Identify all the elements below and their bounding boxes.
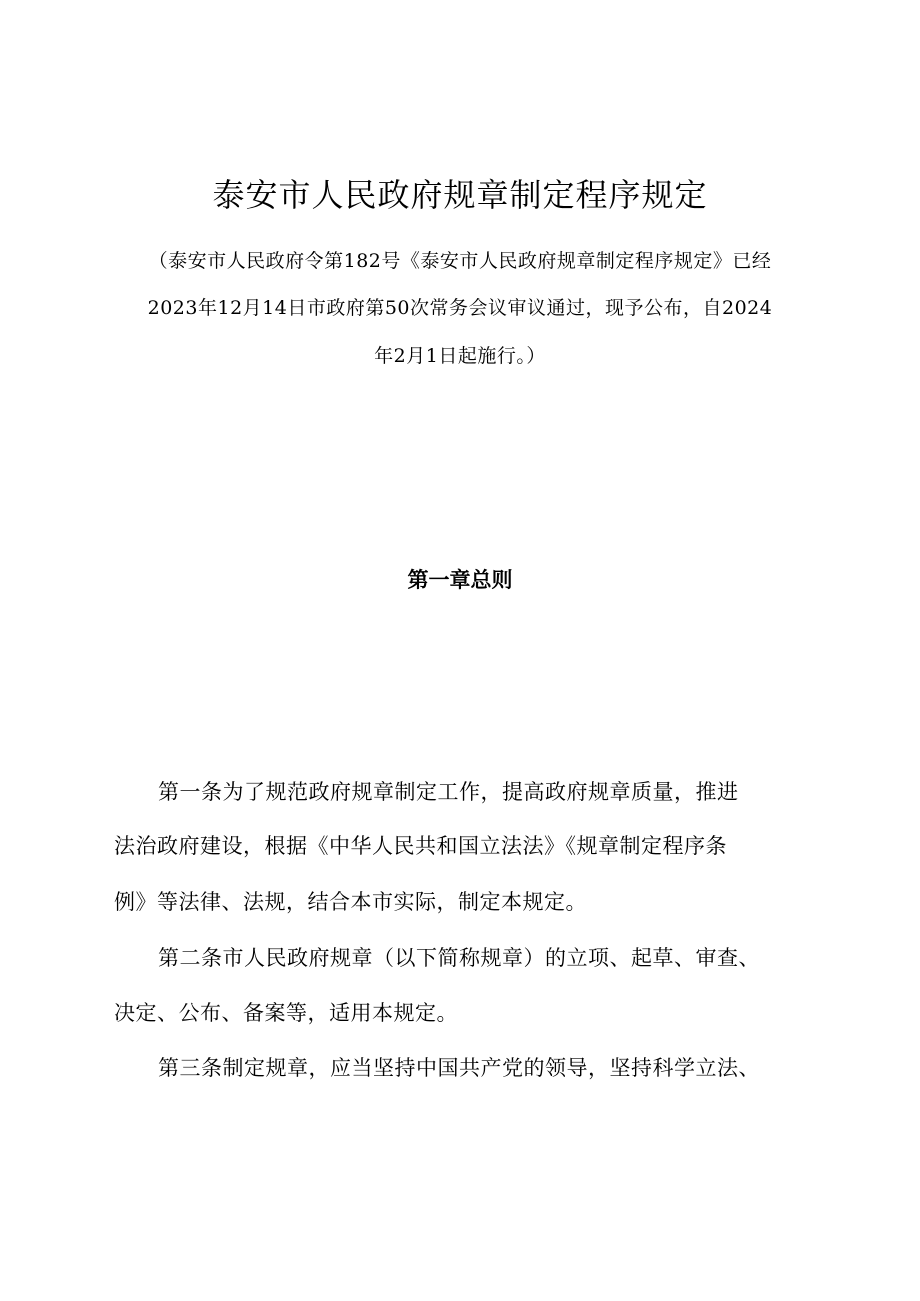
article-2-line-2: 决定、公布、备案等，适用本规定。 bbox=[114, 1001, 458, 1025]
order-note-line-2: 2023年12月14日市政府第50次常务会议审议通过，现予公布，自2024 bbox=[147, 297, 773, 319]
article-2-line-1: 第二条市人民政府规章（以下简称规章）的立项、起草、审查、 bbox=[158, 946, 760, 970]
article-1-line-2: 法治政府建设，根据《中华人民共和国立法法》《规章制定程序条 bbox=[114, 834, 727, 858]
order-note-line-1: （泰安市人民政府令第182号《泰安市人民政府规章制定程序规定》已经 bbox=[148, 250, 772, 272]
article-1-line-3: 例》等法律、法规，结合本市实际，制定本规定。 bbox=[114, 890, 587, 914]
article-3-line-1: 第三条制定规章，应当坚持中国共产党的领导，坚持科学立法、 bbox=[158, 1056, 760, 1080]
document-title: 泰安市人民政府规章制定程序规定 bbox=[212, 176, 708, 214]
order-note-line-3: 年2月1日起施行。） bbox=[374, 345, 546, 367]
article-1-line-1: 第一条为了规范政府规章制定工作，提高政府规章质量，推进 bbox=[158, 780, 739, 804]
chapter-heading: 第一章总则 bbox=[407, 568, 513, 592]
